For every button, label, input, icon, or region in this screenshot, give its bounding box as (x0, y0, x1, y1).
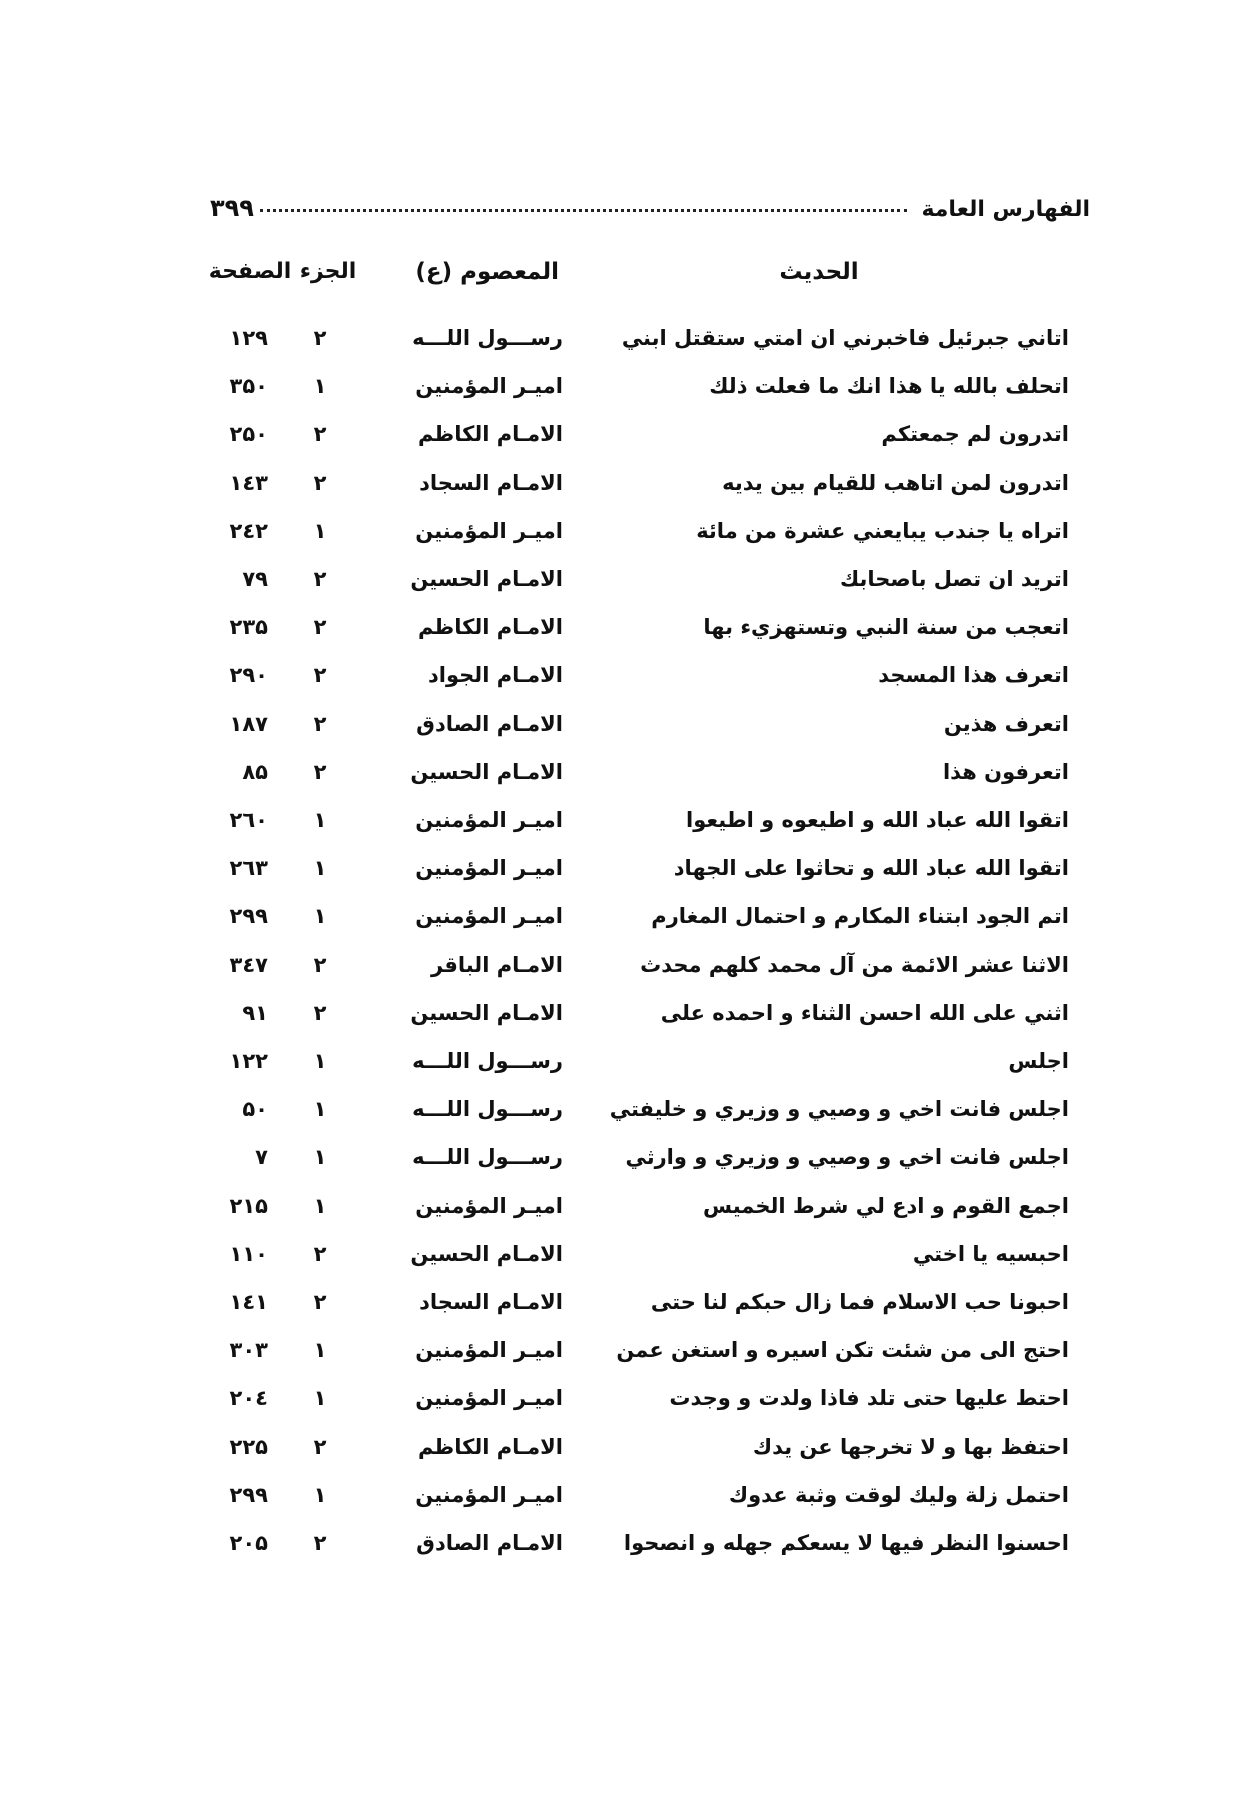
masum-name: رســـول اللـــه (412, 1145, 563, 1169)
hadith-text: اتم الجود ابتناء المكارم و احتمال المغارم (651, 904, 1069, 928)
column-header-page: الصفحة (208, 259, 292, 284)
hadith-text: اجلس فانت اخي و وصيي و وزيري و خليفتي (609, 1097, 1069, 1121)
page-reference: ۷۹ (242, 567, 268, 591)
masum-name: الامـام الحسين (410, 567, 563, 591)
page-reference: ۲۳۵ (229, 615, 268, 639)
masum-name: اميـر المؤمنين (415, 1386, 563, 1410)
hadith-text: احتج الى من شئت تكن اسيره و استغن عمن (616, 1338, 1069, 1362)
juz-number: ۱ (313, 374, 327, 398)
table-row (0, 366, 1249, 406)
page-reference: ۸۵ (242, 760, 268, 784)
column-header-hadith: الحديث (779, 259, 859, 285)
page-reference: ۱۱۰ (229, 1242, 268, 1266)
table-row (0, 318, 1249, 358)
table-row (0, 1137, 1249, 1177)
hadith-text: اتريد ان تصل باصحابك (839, 567, 1069, 591)
hadith-text: اتدرون لم جمعتكم (881, 422, 1069, 446)
hadith-text: اتعرفون هذا (942, 760, 1069, 784)
page-reference: ۲۹۹ (229, 904, 268, 928)
table-row (0, 1523, 1249, 1563)
table-row (0, 1475, 1249, 1515)
page-reference: ۹۱ (242, 1001, 268, 1025)
page-reference: ۳٤۷ (229, 953, 268, 977)
page-reference: ۵۰ (242, 1097, 268, 1121)
masum-name: الامـام الكاظم (417, 422, 563, 446)
hadith-text: اجلس (1008, 1049, 1069, 1073)
table-row (0, 945, 1249, 985)
table-row (0, 1041, 1249, 1081)
table-row (0, 1330, 1249, 1370)
masum-name: اميـر المؤمنين (415, 904, 563, 928)
juz-number: ۲ (313, 953, 327, 977)
masum-name: اميـر المؤمنين (415, 374, 563, 398)
juz-number: ۲ (313, 1290, 327, 1314)
table-row (0, 1378, 1249, 1418)
page-reference: ۱۲۲ (229, 1049, 268, 1073)
hadith-text: احتط عليها حتى تلد فاذا ولدت و وجدت (669, 1386, 1069, 1410)
masum-name: اميـر المؤمنين (415, 808, 563, 832)
table-row (0, 607, 1249, 647)
juz-number: ۱ (313, 904, 327, 928)
juz-number: ۱ (313, 1049, 327, 1073)
table-row (0, 993, 1249, 1033)
masum-name: اميـر المؤمنين (415, 856, 563, 880)
page-reference: ۳۵۰ (229, 374, 268, 398)
table-row (0, 1186, 1249, 1226)
table-header (0, 252, 1249, 292)
page-reference: ۱٤۳ (229, 471, 268, 495)
dotted-leader (260, 209, 908, 212)
hadith-text: اتاني جبرئيل فاخبرني ان امتي ستقتل ابني (621, 326, 1069, 350)
page-reference: ۲۹۰ (229, 663, 268, 687)
masum-name: الامـام الحسين (410, 1001, 563, 1025)
column-header-juz: الجزء (299, 259, 357, 284)
masum-name: الامـام الصادق (416, 1531, 563, 1555)
juz-number: ۱ (313, 1386, 327, 1410)
table-row (0, 463, 1249, 503)
page-reference: ۲۱۵ (229, 1194, 268, 1218)
juz-number: ۲ (313, 326, 327, 350)
juz-number: ۲ (313, 567, 327, 591)
masum-name: اميـر المؤمنين (415, 1338, 563, 1362)
page-reference: ۱۲۹ (229, 326, 268, 350)
hadith-text: اتقوا الله عباد الله و تحاثوا على الجهاد (673, 856, 1069, 880)
juz-number: ۲ (313, 712, 327, 736)
masum-name: الامـام الباقر (431, 953, 563, 977)
table-row (0, 800, 1249, 840)
hadith-text: احسنوا النظر فيها لا يسعكم جهله و انصحوا (623, 1531, 1069, 1555)
hadith-text: اجمع القوم و ادع لي شرط الخميس (703, 1194, 1069, 1218)
juz-number: ۲ (313, 663, 327, 687)
masum-name: اميـر المؤمنين (415, 1483, 563, 1507)
page-reference: ۲۲۵ (229, 1435, 268, 1459)
page-reference: ۷ (255, 1145, 268, 1169)
juz-number: ۲ (313, 1242, 327, 1266)
hadith-text: احبونا حب الاسلام فما زال حبكم لنا حتى (650, 1290, 1069, 1314)
table-row (0, 1282, 1249, 1322)
juz-number: ۲ (313, 1001, 327, 1025)
table-row (0, 655, 1249, 695)
table-row (0, 752, 1249, 792)
masum-name: رســـول اللـــه (412, 1097, 563, 1121)
masum-name: الامـام السجاد (419, 1290, 563, 1314)
juz-number: ۲ (313, 615, 327, 639)
hadith-text: اتحلف بالله يا هذا انك ما فعلت ذلك (709, 374, 1069, 398)
table-row (0, 1427, 1249, 1467)
running-title: الفهارس العامة (921, 197, 1090, 222)
juz-number: ۲ (313, 1531, 327, 1555)
hadith-text: احبسيه يا اختي (912, 1242, 1069, 1266)
page-reference: ۲۰٤ (229, 1386, 268, 1410)
masum-name: الامـام الصادق (416, 712, 563, 736)
juz-number: ۱ (313, 1194, 327, 1218)
hadith-text: اجلس فانت اخي و وصيي و وزيري و وارثي (625, 1145, 1069, 1169)
page-reference: ۲۵۰ (229, 422, 268, 446)
table-row (0, 414, 1249, 454)
table-row (0, 848, 1249, 888)
hadith-text: اتدرون لمن اتاهب للقيام بين يديه (722, 471, 1069, 495)
juz-number: ۱ (313, 856, 327, 880)
masum-name: رســـول اللـــه (412, 326, 563, 350)
page-number: ۳۹۹ (210, 194, 254, 222)
masum-name: الامـام الكاظم (417, 615, 563, 639)
hadith-text: اثني على الله احسن الثناء و احمده على (660, 1001, 1069, 1025)
column-header-masum: المعصوم (ع) (415, 259, 559, 285)
masum-name: الامـام الحسين (410, 760, 563, 784)
juz-number: ۲ (313, 760, 327, 784)
table-row (0, 896, 1249, 936)
table-row (0, 559, 1249, 599)
hadith-text: اتعرف هذين (943, 712, 1069, 736)
juz-number: ۲ (313, 1435, 327, 1459)
juz-number: ۱ (313, 519, 327, 543)
page-reference: ۱۸۷ (229, 712, 268, 736)
table-row (0, 511, 1249, 551)
juz-number: ۲ (313, 471, 327, 495)
hadith-text: اتقوا الله عباد الله و اطيعوه و اطيعوا (686, 808, 1069, 832)
juz-number: ۲ (313, 422, 327, 446)
hadith-text: احتفظ بها و لا تخرجها عن يدك (752, 1435, 1069, 1459)
masum-name: الامـام السجاد (419, 471, 563, 495)
page-reference: ۳۰۳ (229, 1338, 268, 1362)
page-reference: ۲۰۵ (229, 1531, 268, 1555)
running-header (210, 178, 1090, 222)
juz-number: ۱ (313, 1145, 327, 1169)
page-reference: ۲۹۹ (229, 1483, 268, 1507)
hadith-text: اتعرف هذا المسجد (878, 663, 1069, 687)
hadith-text: احتمل زلة وليك لوقت وثبة عدوك (728, 1483, 1069, 1507)
hadith-text: الاثنا عشر الائمة من آل محمد كلهم محدث (640, 953, 1069, 977)
masum-name: الامـام الكاظم (417, 1435, 563, 1459)
hadith-text: اتعجب من سنة النبي وتستهزيء بها (703, 615, 1069, 639)
page-reference: ۲٤۲ (229, 519, 268, 543)
juz-number: ۱ (313, 1483, 327, 1507)
table-row (0, 704, 1249, 744)
masum-name: الامـام الجواد (428, 663, 563, 687)
page-reference: ۱٤۱ (229, 1290, 268, 1314)
juz-number: ۱ (313, 1338, 327, 1362)
hadith-text: اتراه يا جندب يبايعني عشرة من مائة (696, 519, 1069, 543)
table-row (0, 1234, 1249, 1274)
masum-name: اميـر المؤمنين (415, 1194, 563, 1218)
masum-name: الامـام الحسين (410, 1242, 563, 1266)
masum-name: رســـول اللـــه (412, 1049, 563, 1073)
masum-name: اميـر المؤمنين (415, 519, 563, 543)
table-row (0, 1089, 1249, 1129)
juz-number: ۱ (313, 808, 327, 832)
page-reference: ۲٦۰ (229, 808, 268, 832)
juz-number: ۱ (313, 1097, 327, 1121)
page-reference: ۲٦۳ (229, 856, 268, 880)
